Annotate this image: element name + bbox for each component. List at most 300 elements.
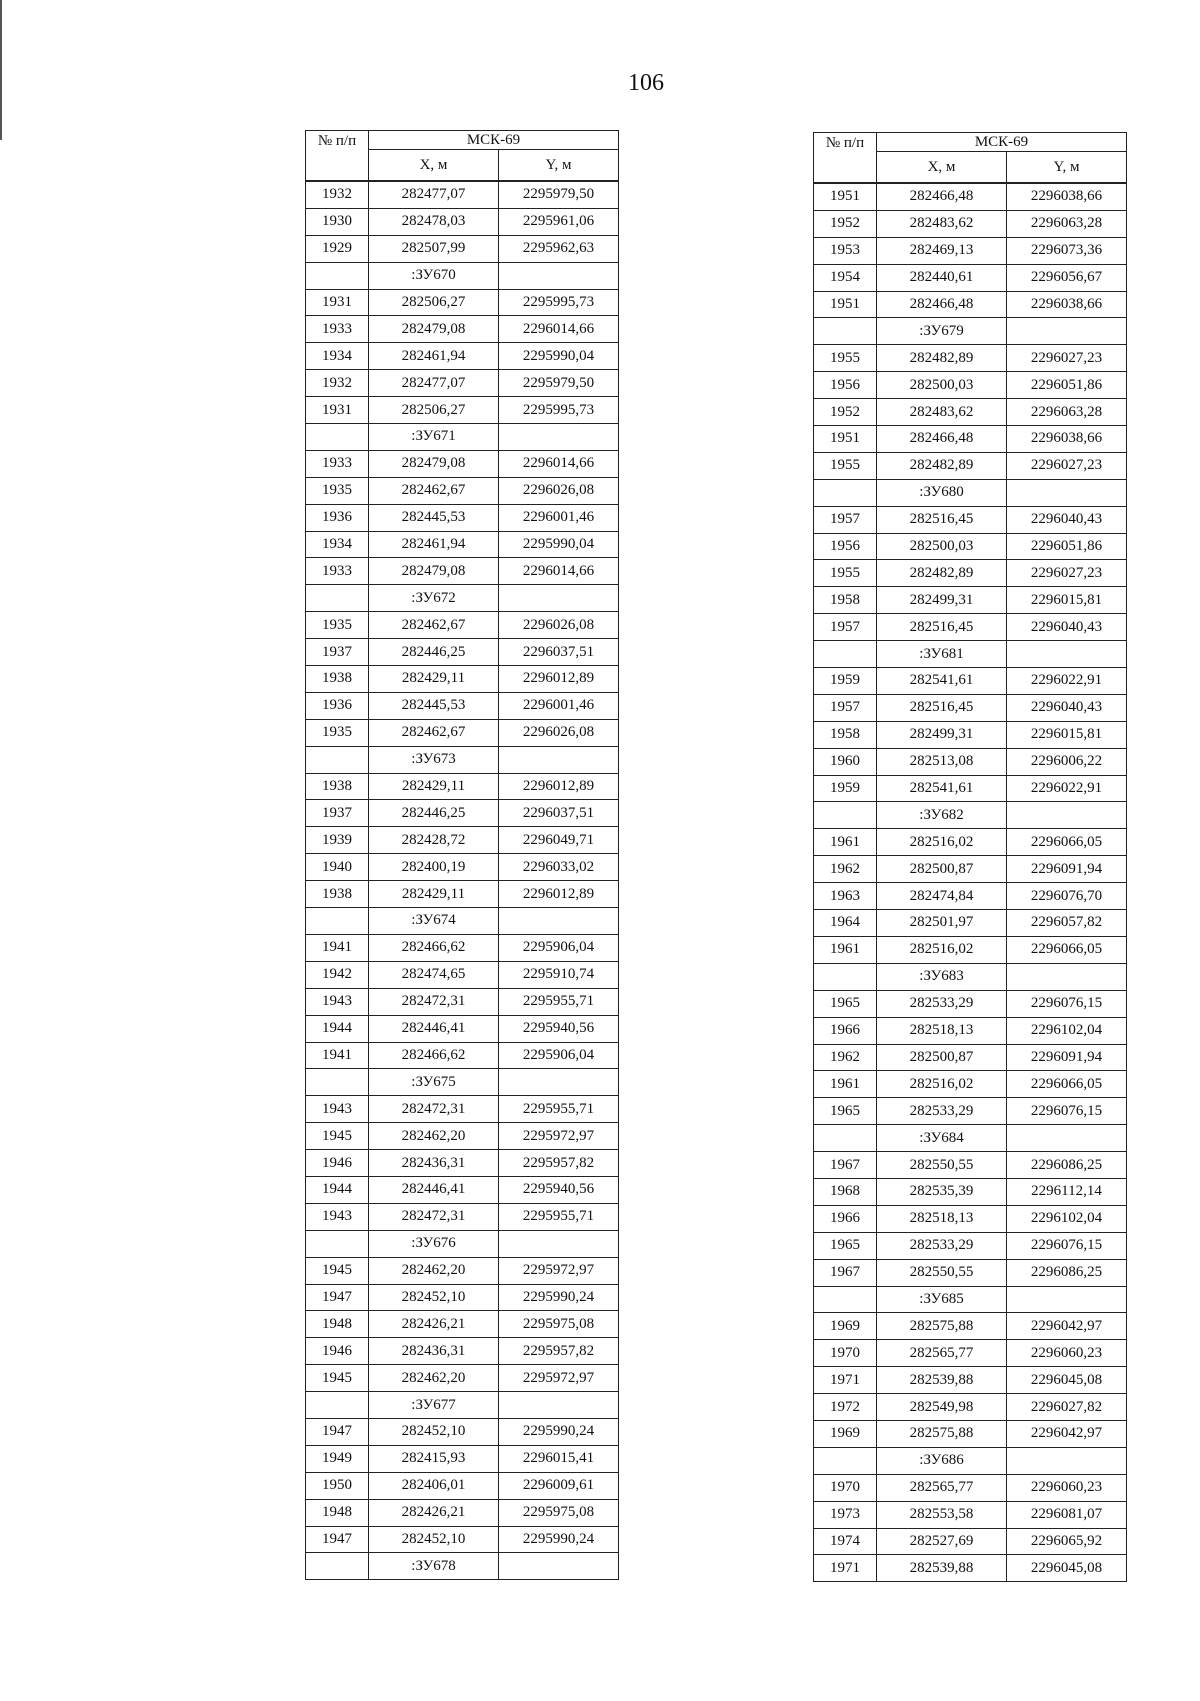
y-coordinate-cell: 2296051,86 xyxy=(1007,372,1127,399)
y-coordinate-cell: 2296038,66 xyxy=(1007,184,1127,211)
point-number-cell xyxy=(306,908,369,935)
parcel-header-row xyxy=(306,1230,619,1257)
point-number-cell: 1962 xyxy=(814,1044,877,1071)
y-coordinate-cell: 2296081,07 xyxy=(1007,1501,1127,1528)
table-row xyxy=(814,694,1127,721)
point-number-cell: 1945 xyxy=(306,1123,369,1150)
y-coordinate-cell: 2296027,82 xyxy=(1007,1394,1127,1421)
point-number-cell xyxy=(306,585,369,612)
point-number-cell: 1929 xyxy=(306,235,369,262)
point-number-cell xyxy=(814,318,877,345)
y-coordinate-cell xyxy=(499,424,619,451)
point-number-cell: 1943 xyxy=(306,988,369,1015)
parcel-label-cell: :ЗУ684 xyxy=(877,1125,1007,1152)
table-row xyxy=(814,748,1127,775)
x-coordinate-cell: 282575,88 xyxy=(877,1313,1007,1340)
y-coordinate-cell xyxy=(499,908,619,935)
y-coordinate-cell: 2296037,51 xyxy=(499,639,619,666)
point-number-cell: 1955 xyxy=(814,345,877,372)
y-coordinate-cell xyxy=(1007,1286,1127,1313)
y-coordinate-cell xyxy=(499,262,619,289)
y-coordinate-cell: 2295995,73 xyxy=(499,289,619,316)
x-coordinate-cell: 282462,67 xyxy=(369,612,499,639)
x-coordinate-cell: 282452,10 xyxy=(369,1418,499,1445)
x-coordinate-cell: 282500,03 xyxy=(877,533,1007,560)
table-row xyxy=(306,800,619,827)
x-coordinate-cell: 282469,13 xyxy=(877,237,1007,264)
point-number-cell: 1957 xyxy=(814,694,877,721)
table-row xyxy=(306,1176,619,1203)
parcel-header-row xyxy=(814,1447,1127,1474)
point-number-cell: 1946 xyxy=(306,1150,369,1177)
point-number-cell: 1962 xyxy=(814,856,877,883)
x-coordinate-cell: 282426,21 xyxy=(369,1499,499,1526)
x-coordinate-cell: 282516,45 xyxy=(877,614,1007,641)
parcel-label-cell: :ЗУ670 xyxy=(369,262,499,289)
table-row xyxy=(306,1042,619,1069)
y-coordinate-cell xyxy=(499,1069,619,1096)
y-coordinate-cell: 2295972,97 xyxy=(499,1123,619,1150)
y-coordinate-cell: 2296001,46 xyxy=(499,504,619,531)
y-coordinate-cell: 2296102,04 xyxy=(1007,1017,1127,1044)
table-row xyxy=(814,1367,1127,1394)
parcel-header-row xyxy=(814,1286,1127,1313)
point-number-cell: 1938 xyxy=(306,773,369,800)
point-number-cell xyxy=(814,963,877,990)
table-row xyxy=(306,1499,619,1526)
point-number-cell: 1949 xyxy=(306,1445,369,1472)
table-row xyxy=(814,291,1127,318)
x-coordinate-cell: 282575,88 xyxy=(877,1420,1007,1447)
y-coordinate-cell xyxy=(1007,963,1127,990)
x-coordinate-cell: 282429,11 xyxy=(369,666,499,693)
y-coordinate-cell: 2295990,24 xyxy=(499,1526,619,1553)
x-coordinate-cell: 282499,31 xyxy=(877,587,1007,614)
x-coordinate-cell: 282472,31 xyxy=(369,1096,499,1123)
table-row xyxy=(306,1123,619,1150)
table-row xyxy=(306,504,619,531)
table-row xyxy=(814,506,1127,533)
x-coordinate-cell: 282440,61 xyxy=(877,264,1007,291)
table-row xyxy=(306,854,619,881)
x-coordinate-cell: 282479,08 xyxy=(369,558,499,585)
x-coordinate-cell: 282446,41 xyxy=(369,1176,499,1203)
x-coordinate-cell: 282482,89 xyxy=(877,560,1007,587)
table-row xyxy=(306,1203,619,1230)
point-number-cell: 1938 xyxy=(306,666,369,693)
point-number-cell xyxy=(814,1286,877,1313)
point-number-cell: 1936 xyxy=(306,692,369,719)
point-number-cell: 1944 xyxy=(306,1176,369,1203)
point-number-cell: 1968 xyxy=(814,1178,877,1205)
parcel-label-cell: :ЗУ673 xyxy=(369,746,499,773)
y-coordinate-cell: 2296066,05 xyxy=(1007,829,1127,856)
parcel-header-row xyxy=(306,262,619,289)
x-coordinate-cell: 282482,89 xyxy=(877,452,1007,479)
parcel-header-row xyxy=(814,963,1127,990)
point-number-cell: 1935 xyxy=(306,477,369,504)
point-number-cell: 1963 xyxy=(814,883,877,910)
table-row xyxy=(814,1017,1127,1044)
y-coordinate-cell: 2295940,56 xyxy=(499,1176,619,1203)
y-coordinate-cell: 2296051,86 xyxy=(1007,533,1127,560)
point-number-cell: 1946 xyxy=(306,1338,369,1365)
y-coordinate-cell: 2296060,23 xyxy=(1007,1474,1127,1501)
y-coordinate-cell: 2296076,70 xyxy=(1007,883,1127,910)
table-row xyxy=(814,856,1127,883)
parcel-label-cell: :ЗУ677 xyxy=(369,1392,499,1419)
table-row xyxy=(814,829,1127,856)
y-coordinate-cell: 2295957,82 xyxy=(499,1338,619,1365)
x-coordinate-cell: 282539,88 xyxy=(877,1555,1007,1582)
x-coordinate-cell: 282477,07 xyxy=(369,370,499,397)
y-coordinate-cell: 2295910,74 xyxy=(499,961,619,988)
y-coordinate-cell xyxy=(499,585,619,612)
point-number-cell: 1944 xyxy=(306,1015,369,1042)
x-coordinate-cell: 282462,67 xyxy=(369,719,499,746)
x-coordinate-cell: 282506,27 xyxy=(369,397,499,424)
y-coordinate-cell: 2296026,08 xyxy=(499,719,619,746)
x-coordinate-cell: 282541,61 xyxy=(877,668,1007,695)
y-coordinate-cell: 2296063,28 xyxy=(1007,210,1127,237)
point-number-cell: 1933 xyxy=(306,450,369,477)
x-coordinate-cell: 282466,48 xyxy=(877,184,1007,211)
table-row xyxy=(814,184,1127,211)
parcel-header-row xyxy=(306,746,619,773)
table-row xyxy=(306,1472,619,1499)
parcel-label-cell: :ЗУ683 xyxy=(877,963,1007,990)
table-row xyxy=(814,1528,1127,1555)
point-number-cell: 1937 xyxy=(306,639,369,666)
point-number-cell: 1966 xyxy=(814,1205,877,1232)
x-coordinate-cell: 282466,48 xyxy=(877,426,1007,453)
point-number-cell: 1967 xyxy=(814,1152,877,1179)
point-number-cell: 1961 xyxy=(814,936,877,963)
point-number-cell: 1960 xyxy=(814,748,877,775)
table-row xyxy=(814,345,1127,372)
y-coordinate-cell: 2296001,46 xyxy=(499,692,619,719)
x-coordinate-cell: 282462,20 xyxy=(369,1257,499,1284)
x-coordinate-cell: 282533,29 xyxy=(877,1232,1007,1259)
table-row xyxy=(814,1394,1127,1421)
table-row xyxy=(306,397,619,424)
x-coordinate-cell: 282533,29 xyxy=(877,990,1007,1017)
x-coordinate-cell: 282507,99 xyxy=(369,235,499,262)
point-number-cell: 1956 xyxy=(814,533,877,560)
point-number-cell: 1971 xyxy=(814,1367,877,1394)
y-coordinate-cell: 2296026,08 xyxy=(499,612,619,639)
header-num: № п/п xyxy=(814,133,877,183)
y-coordinate-cell: 2296027,23 xyxy=(1007,452,1127,479)
y-coordinate-cell: 2295955,71 xyxy=(499,1203,619,1230)
point-number-cell: 1940 xyxy=(306,854,369,881)
x-coordinate-cell: 282461,94 xyxy=(369,343,499,370)
point-number-cell xyxy=(306,746,369,773)
y-coordinate-cell xyxy=(499,1553,619,1580)
y-coordinate-cell: 2296076,15 xyxy=(1007,1232,1127,1259)
x-coordinate-cell: 282516,02 xyxy=(877,829,1007,856)
table-row xyxy=(814,614,1127,641)
y-coordinate-cell: 2296037,51 xyxy=(499,800,619,827)
point-number-cell: 1941 xyxy=(306,1042,369,1069)
point-number-cell: 1935 xyxy=(306,612,369,639)
header-x: X, м xyxy=(369,150,499,181)
point-number-cell: 1961 xyxy=(814,1071,877,1098)
x-coordinate-cell: 282436,31 xyxy=(369,1338,499,1365)
y-coordinate-cell: 2296038,66 xyxy=(1007,426,1127,453)
table-row xyxy=(306,881,619,908)
header-system: МСК-69 xyxy=(369,131,619,150)
x-coordinate-cell: 282446,25 xyxy=(369,800,499,827)
x-coordinate-cell: 282500,03 xyxy=(877,372,1007,399)
y-coordinate-cell: 2295955,71 xyxy=(499,1096,619,1123)
parcel-label-cell: :ЗУ678 xyxy=(369,1553,499,1580)
y-coordinate-cell: 2296063,28 xyxy=(1007,399,1127,426)
table-row xyxy=(814,775,1127,802)
point-number-cell: 1957 xyxy=(814,506,877,533)
x-coordinate-cell: 282400,19 xyxy=(369,854,499,881)
y-coordinate-cell xyxy=(499,746,619,773)
point-number-cell: 1939 xyxy=(306,827,369,854)
x-coordinate-cell: 282500,87 xyxy=(877,1044,1007,1071)
table-row xyxy=(306,639,619,666)
y-coordinate-cell: 2296015,41 xyxy=(499,1445,619,1472)
point-number-cell xyxy=(306,262,369,289)
table-row xyxy=(814,1178,1127,1205)
x-coordinate-cell: 282461,94 xyxy=(369,531,499,558)
table-row xyxy=(814,1313,1127,1340)
table-row xyxy=(306,1015,619,1042)
table-row xyxy=(814,1259,1127,1286)
table-row xyxy=(814,452,1127,479)
y-coordinate-cell: 2296012,89 xyxy=(499,773,619,800)
point-number-cell: 1952 xyxy=(814,210,877,237)
y-coordinate-cell: 2295940,56 xyxy=(499,1015,619,1042)
parcel-header-row xyxy=(814,479,1127,506)
point-number-cell: 1932 xyxy=(306,182,369,209)
x-coordinate-cell: 282565,77 xyxy=(877,1474,1007,1501)
y-coordinate-cell: 2295957,82 xyxy=(499,1150,619,1177)
point-number-cell: 1951 xyxy=(814,291,877,318)
table-row xyxy=(306,773,619,800)
y-coordinate-cell: 2296014,66 xyxy=(499,558,619,585)
point-number-cell: 1933 xyxy=(306,558,369,585)
y-coordinate-cell: 2296015,81 xyxy=(1007,721,1127,748)
table-row xyxy=(306,558,619,585)
point-number-cell: 1956 xyxy=(814,372,877,399)
table-row xyxy=(306,316,619,343)
point-number-cell: 1951 xyxy=(814,184,877,211)
point-number-cell xyxy=(306,1069,369,1096)
header-system: МСК-69 xyxy=(877,133,1127,152)
point-number-cell: 1934 xyxy=(306,343,369,370)
y-coordinate-cell: 2296091,94 xyxy=(1007,1044,1127,1071)
x-coordinate-cell: 282516,45 xyxy=(877,694,1007,721)
y-coordinate-cell: 2296040,43 xyxy=(1007,694,1127,721)
table-row xyxy=(814,1152,1127,1179)
point-number-cell: 1938 xyxy=(306,881,369,908)
x-coordinate-cell: 282446,25 xyxy=(369,639,499,666)
point-number-cell xyxy=(814,641,877,668)
table-row xyxy=(306,477,619,504)
y-coordinate-cell: 2295972,97 xyxy=(499,1365,619,1392)
point-number-cell: 1965 xyxy=(814,1232,877,1259)
x-coordinate-cell: 282549,98 xyxy=(877,1394,1007,1421)
point-number-cell: 1969 xyxy=(814,1420,877,1447)
y-coordinate-cell: 2296056,67 xyxy=(1007,264,1127,291)
point-number-cell: 1931 xyxy=(306,289,369,316)
point-number-cell: 1952 xyxy=(814,399,877,426)
y-coordinate-cell: 2295972,97 xyxy=(499,1257,619,1284)
table-row xyxy=(814,1232,1127,1259)
x-coordinate-cell: 282429,11 xyxy=(369,773,499,800)
x-coordinate-cell: 282518,13 xyxy=(877,1017,1007,1044)
x-coordinate-cell: 282483,62 xyxy=(877,399,1007,426)
point-number-cell: 1970 xyxy=(814,1340,877,1367)
parcel-label-cell: :ЗУ685 xyxy=(877,1286,1007,1313)
y-coordinate-cell: 2295990,04 xyxy=(499,343,619,370)
point-number-cell: 1936 xyxy=(306,504,369,531)
y-coordinate-cell: 2295979,50 xyxy=(499,370,619,397)
x-coordinate-cell: 282462,67 xyxy=(369,477,499,504)
x-coordinate-cell: 282452,10 xyxy=(369,1284,499,1311)
point-number-cell: 1958 xyxy=(814,587,877,614)
table-row xyxy=(306,1096,619,1123)
table-row xyxy=(814,1340,1127,1367)
x-coordinate-cell: 282533,29 xyxy=(877,1098,1007,1125)
point-number-cell: 1937 xyxy=(306,800,369,827)
y-coordinate-cell xyxy=(499,1230,619,1257)
point-number-cell: 1942 xyxy=(306,961,369,988)
point-number-cell: 1966 xyxy=(814,1017,877,1044)
table-row xyxy=(306,343,619,370)
table-row xyxy=(814,1420,1127,1447)
parcel-label-cell: :ЗУ686 xyxy=(877,1447,1007,1474)
table-row xyxy=(306,531,619,558)
point-number-cell: 1941 xyxy=(306,934,369,961)
y-coordinate-cell: 2295975,08 xyxy=(499,1311,619,1338)
parcel-header-row xyxy=(306,1069,619,1096)
x-coordinate-cell: 282474,65 xyxy=(369,961,499,988)
y-coordinate-cell: 2296009,61 xyxy=(499,1472,619,1499)
point-number-cell: 1953 xyxy=(814,237,877,264)
table-row xyxy=(306,988,619,1015)
table-row xyxy=(306,1365,619,1392)
y-coordinate-cell: 2296073,36 xyxy=(1007,237,1127,264)
x-coordinate-cell: 282474,84 xyxy=(877,883,1007,910)
table-row xyxy=(814,237,1127,264)
table-row xyxy=(814,1501,1127,1528)
table-row xyxy=(814,936,1127,963)
x-coordinate-cell: 282527,69 xyxy=(877,1528,1007,1555)
y-coordinate-cell: 2296066,05 xyxy=(1007,1071,1127,1098)
table-row xyxy=(814,1205,1127,1232)
table-row xyxy=(814,990,1127,1017)
table-row xyxy=(814,910,1127,937)
y-coordinate-cell: 2296022,91 xyxy=(1007,668,1127,695)
y-coordinate-cell: 2295990,24 xyxy=(499,1284,619,1311)
table-row xyxy=(814,264,1127,291)
y-coordinate-cell: 2296014,66 xyxy=(499,450,619,477)
y-coordinate-cell: 2295995,73 xyxy=(499,397,619,424)
parcel-label-cell: :ЗУ674 xyxy=(369,908,499,935)
y-coordinate-cell: 2296038,66 xyxy=(1007,291,1127,318)
point-number-cell: 1973 xyxy=(814,1501,877,1528)
point-number-cell: 1945 xyxy=(306,1257,369,1284)
point-number-cell xyxy=(814,1125,877,1152)
y-coordinate-cell: 2296027,23 xyxy=(1007,560,1127,587)
x-coordinate-cell: 282472,31 xyxy=(369,1203,499,1230)
table-row xyxy=(306,1150,619,1177)
x-coordinate-cell: 282429,11 xyxy=(369,881,499,908)
x-coordinate-cell: 282426,21 xyxy=(369,1311,499,1338)
y-coordinate-cell: 2296086,25 xyxy=(1007,1259,1127,1286)
point-number-cell: 1965 xyxy=(814,990,877,1017)
table-row xyxy=(814,721,1127,748)
coordinates-table-left xyxy=(305,130,619,1580)
y-coordinate-cell xyxy=(1007,1125,1127,1152)
header-x: X, м xyxy=(877,152,1007,183)
point-number-cell: 1965 xyxy=(814,1098,877,1125)
point-number-cell xyxy=(306,424,369,451)
point-number-cell xyxy=(814,802,877,829)
y-coordinate-cell: 2296049,71 xyxy=(499,827,619,854)
x-coordinate-cell: 282501,97 xyxy=(877,910,1007,937)
y-coordinate-cell: 2296045,08 xyxy=(1007,1555,1127,1582)
x-coordinate-cell: 282462,20 xyxy=(369,1365,499,1392)
x-coordinate-cell: 282445,53 xyxy=(369,504,499,531)
point-number-cell: 1943 xyxy=(306,1096,369,1123)
parcel-header-row xyxy=(306,424,619,451)
y-coordinate-cell: 2295962,63 xyxy=(499,235,619,262)
y-coordinate-cell: 2296042,97 xyxy=(1007,1313,1127,1340)
point-number-cell: 1961 xyxy=(814,829,877,856)
parcel-label-cell: :ЗУ682 xyxy=(877,802,1007,829)
point-number-cell xyxy=(306,1392,369,1419)
x-coordinate-cell: 282541,61 xyxy=(877,775,1007,802)
x-coordinate-cell: 282452,10 xyxy=(369,1526,499,1553)
y-coordinate-cell: 2295979,50 xyxy=(499,182,619,209)
x-coordinate-cell: 282499,31 xyxy=(877,721,1007,748)
page-number: 106 xyxy=(628,70,664,96)
point-number-cell: 1967 xyxy=(814,1259,877,1286)
parcel-label-cell: :ЗУ681 xyxy=(877,641,1007,668)
x-coordinate-cell: 282516,45 xyxy=(877,506,1007,533)
x-coordinate-cell: 282479,08 xyxy=(369,450,499,477)
table-row xyxy=(306,1257,619,1284)
x-coordinate-cell: 282506,27 xyxy=(369,289,499,316)
point-number-cell: 1954 xyxy=(814,264,877,291)
parcel-header-row xyxy=(814,1125,1127,1152)
y-coordinate-cell: 2296027,23 xyxy=(1007,345,1127,372)
table-row xyxy=(306,235,619,262)
point-number-cell: 1932 xyxy=(306,370,369,397)
x-coordinate-cell: 282477,07 xyxy=(369,182,499,209)
x-coordinate-cell: 282472,31 xyxy=(369,988,499,1015)
x-coordinate-cell: 282466,62 xyxy=(369,934,499,961)
y-coordinate-cell xyxy=(1007,479,1127,506)
y-coordinate-cell: 2296057,82 xyxy=(1007,910,1127,937)
y-coordinate-cell xyxy=(1007,641,1127,668)
point-number-cell: 1972 xyxy=(814,1394,877,1421)
point-number-cell xyxy=(814,1447,877,1474)
point-number-cell: 1931 xyxy=(306,397,369,424)
table-row xyxy=(814,883,1127,910)
point-number-cell xyxy=(814,479,877,506)
table-row xyxy=(814,1555,1127,1582)
y-coordinate-cell: 2296026,08 xyxy=(499,477,619,504)
y-coordinate-cell: 2296033,02 xyxy=(499,854,619,881)
